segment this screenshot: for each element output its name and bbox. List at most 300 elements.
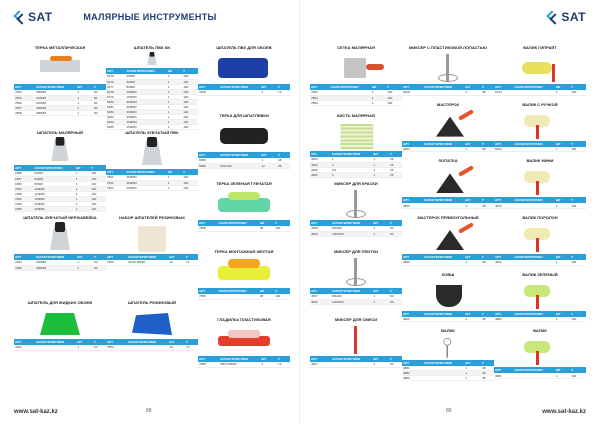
spec-table [402, 360, 494, 382]
table-cell: 4507 [310, 362, 331, 367]
product-image [198, 52, 290, 82]
table-cell: 1 [75, 186, 90, 191]
product-name: КОВШ [441, 271, 455, 277]
table-cell: 1 [372, 226, 389, 231]
table-header-cell: У [93, 339, 106, 345]
table-cell: 1 [464, 376, 481, 381]
product-card[interactable] [402, 267, 494, 323]
table-cell: 200MM [125, 180, 166, 185]
table-header-cell: АРТ. [402, 360, 423, 366]
table-cell: 100 [182, 79, 198, 84]
table-cell: 100 [570, 260, 586, 265]
product-name: СЕТКА МАЛЯРНАЯ [337, 45, 375, 50]
table-cell: 1 [75, 176, 90, 181]
table-header-cell: АРТ. [310, 151, 331, 157]
table-header-cell: ШТ [372, 220, 389, 226]
table-cell [513, 203, 554, 208]
table-cell: 4008 [402, 90, 423, 95]
product-card[interactable] [494, 153, 586, 209]
product-image [494, 335, 586, 365]
product-card[interactable] [310, 312, 402, 368]
table-header-cell: ШТ [76, 254, 93, 260]
table-cell: 48 [481, 317, 494, 322]
table-header-cell: У [90, 165, 106, 171]
table-header-cell: ХАРАКТЕРИСТИКИ [331, 288, 372, 294]
table-row [14, 265, 106, 270]
table-header-cell: АРТ. [494, 141, 513, 147]
table-header-cell: У [481, 141, 494, 147]
roller-g-icon [536, 351, 539, 365]
float-yellow-icon [228, 259, 260, 268]
table-cell: 50 [93, 345, 106, 350]
table-row [310, 100, 402, 105]
product-name: ЛОПАТКА [438, 158, 458, 164]
table-cell: 4964 [310, 162, 331, 167]
table-cell: 100 [90, 181, 106, 186]
product-name: МАСТЕРОК ПРЯМОУГОЛЬНЫЙ [417, 215, 479, 220]
brush-icon [366, 64, 384, 70]
table-header-cell: ХАРАКТЕРИСТИКИ [513, 141, 554, 147]
table-header-cell: У [185, 254, 198, 260]
table-cell: 100 [182, 119, 198, 124]
roller-icon [536, 125, 539, 139]
float-black-icon [220, 128, 268, 144]
table-header-cell: ШТ [555, 84, 570, 90]
table-cell: 6281 [106, 104, 125, 109]
table-cell: 100 [90, 206, 106, 211]
table-cell: 1 [371, 95, 386, 100]
product-image [106, 307, 198, 337]
table-header-cell: ХАРАКТЕРИСТИКИ [127, 254, 168, 260]
product-image [402, 279, 494, 309]
table-cell: 1 [167, 119, 182, 124]
product-card[interactable] [494, 97, 586, 153]
table-row [494, 373, 586, 378]
table-header-cell: АРТ. [198, 84, 219, 90]
table-row [198, 163, 290, 168]
table-cell: 1 [76, 105, 93, 110]
table-header-cell: АРТ. [198, 356, 219, 362]
right-page [300, 0, 600, 424]
knife-icon [150, 52, 155, 57]
table-cell [35, 345, 76, 350]
table-cell: 100 [386, 100, 402, 105]
product-name: МАСТЕРОК [436, 101, 460, 107]
table-header-cell: ХАРАКТЕРИСТИКИ [217, 288, 258, 294]
product-name: МИКСЕР С ПЛАСТИКОВОЙ ЛОПАСТЬЮ [409, 45, 487, 50]
trowel-icon [50, 56, 72, 61]
table-header-cell: АРТ. [402, 141, 423, 147]
table-header-cell: АРТ. [14, 84, 35, 90]
spec-table [106, 254, 198, 266]
product-image [494, 52, 586, 82]
table-cell: 60MM [125, 79, 166, 84]
table-header-cell: У [386, 84, 402, 90]
spec-table [310, 84, 402, 106]
product-card[interactable] [106, 295, 198, 351]
table-cell: 40MM [125, 74, 166, 79]
table-header-cell: ХАРАКТЕРИСТИКИ [125, 68, 166, 74]
table-cell: 7842 [106, 180, 125, 185]
table-header-cell: У [389, 220, 402, 226]
table-cell: 7883 [310, 95, 329, 100]
product-name: МИКСЕР ДЛЯ КРАСКИ [334, 181, 378, 186]
product-card[interactable] [402, 323, 494, 381]
product-card[interactable] [198, 40, 290, 96]
table-row [402, 203, 494, 208]
product-card[interactable] [106, 125, 198, 191]
table-cell [513, 260, 554, 265]
table-header-cell: ШТ [555, 141, 570, 147]
table-cell: 1 [167, 94, 182, 99]
table-header-cell: ХАРАКТЕРИСТИКИ [423, 141, 464, 147]
table-row [106, 260, 198, 265]
table-row [494, 317, 586, 322]
table-cell: 4004 [402, 147, 423, 152]
table-cell: 7485 [14, 265, 35, 270]
table-header-cell: ХАРАКТЕРИСТИКИ [423, 84, 464, 90]
table-header-cell: У [570, 311, 586, 317]
table-header-cell: ШТ [76, 339, 93, 345]
table-cell: 1 [167, 84, 182, 89]
table-header-cell: У [277, 152, 290, 158]
table-row [310, 362, 402, 367]
table-header-cell: АРТ. [310, 288, 331, 294]
table-cell: 100 [90, 191, 106, 196]
table-row [402, 376, 494, 381]
table-cell: 7808 [14, 110, 35, 115]
table-cell: 50 [93, 265, 106, 270]
table-cell: 2.5 [331, 167, 372, 172]
table-cell: 36 [277, 163, 290, 168]
table-cell: 100 [182, 124, 198, 129]
table-header-cell: ХАРАКТЕРИСТИКИ [423, 254, 464, 260]
table-cell: 1 [464, 203, 481, 208]
table-cell: 1 [555, 373, 570, 378]
table-cell: 1 [167, 185, 182, 190]
product-card[interactable] [198, 108, 290, 169]
mixer-icon [346, 210, 366, 218]
spec-table [198, 152, 290, 169]
product-card[interactable] [14, 40, 106, 116]
table-cell: 7486 [14, 196, 33, 201]
trowel-tri-icon [458, 166, 474, 177]
table-cell: 100 [386, 95, 402, 100]
table-cell: 1 [372, 299, 389, 304]
table-cell: 6277 [106, 84, 125, 89]
table-header-cell: У [389, 356, 402, 362]
table-cell: 7852 [106, 345, 127, 350]
table-cell: 7858 [198, 294, 217, 299]
product-card[interactable] [494, 323, 586, 379]
table-cell: 1 [372, 157, 389, 162]
table-header-cell: ШТ [555, 311, 570, 317]
table-cell: 80x400 [331, 294, 372, 299]
table-cell: 80MM [33, 181, 74, 186]
table-cell: 100 [182, 94, 198, 99]
table-cell: 345MM [35, 100, 76, 105]
spec-table [402, 84, 494, 96]
spec-table [106, 169, 198, 191]
table-cell: 1 [76, 265, 93, 270]
cream-icon [138, 226, 166, 252]
table-cell: 6688 [198, 158, 219, 163]
table-cell: 36 [389, 167, 402, 172]
product-name: МИКСЕР ДЛЯ СМЕСИ [334, 317, 378, 322]
table-header-cell: ХАРАКТЕРИСТИКИ [35, 339, 76, 345]
float-yellow-icon [218, 266, 270, 280]
table-cell: 4506 [310, 299, 331, 304]
table-header-cell: ХАРАКТЕРИСТИКИ [513, 367, 554, 373]
roller-icon [536, 181, 539, 195]
table-header-cell: АРТ. [106, 339, 127, 345]
trowel-tri-icon [458, 109, 474, 120]
product-card[interactable] [402, 153, 494, 209]
product-card[interactable] [310, 40, 402, 106]
trowel-tri-icon [458, 222, 474, 233]
table-header-cell: АРТ. [494, 197, 513, 203]
product-image [310, 324, 402, 354]
table-header-cell: ШТ [464, 197, 481, 203]
table-cell: 80 [93, 100, 106, 105]
spec-table [402, 311, 494, 323]
table-row [198, 294, 290, 299]
table-cell [513, 373, 554, 378]
spec-table [106, 68, 198, 130]
table-cell: 7858 [198, 226, 217, 231]
table-header-cell: У [389, 288, 402, 294]
table-row [402, 260, 494, 265]
product-name: ВАЛИК ГИПРАЙТ [523, 45, 557, 50]
product-card[interactable] [198, 244, 290, 300]
knife-icon [56, 137, 65, 146]
product-card[interactable] [310, 176, 402, 237]
product-card[interactable] [310, 108, 402, 178]
table-cell: 6276 [106, 79, 125, 84]
table-cell: 50 [389, 294, 402, 299]
table-cell: 4806 [402, 203, 423, 208]
table-header-cell: У [570, 367, 586, 373]
table-header-cell: АРТ. [14, 339, 35, 345]
table-header-cell: АРТ. [198, 220, 217, 226]
roller-g-icon [536, 295, 539, 309]
product-image [494, 165, 586, 195]
table-header-cell: ХАРАКТЕРИСТИКИ [331, 220, 372, 226]
product-image [14, 307, 106, 337]
table-header-cell: АРТ. [310, 356, 331, 362]
table-cell: 6282 [106, 109, 125, 114]
spec-table [494, 254, 586, 266]
table-header-cell: ШТ [168, 254, 185, 260]
product-card[interactable] [106, 210, 198, 266]
table-header-cell: У [570, 84, 586, 90]
product-card[interactable] [198, 312, 290, 368]
product-name: ВАЛИК [533, 328, 547, 334]
table-cell: 100MM [125, 89, 166, 94]
table-cell: 48 [481, 90, 494, 95]
spec-table [494, 367, 586, 379]
knife-icon [147, 137, 157, 147]
table-row [494, 203, 586, 208]
table-header-cell: ХАРАКТЕРИСТИКИ [219, 152, 260, 158]
table-header-cell: АРТ. [106, 68, 125, 74]
table-header-cell: ХАРАКТЕРИСТИКИ [33, 165, 74, 171]
table-header-cell: У [93, 254, 106, 260]
table-header-cell: ХАРАКТЕРИСТИКИ [35, 84, 76, 90]
table-header-cell: АРТ. [402, 254, 423, 260]
table-cell [127, 345, 168, 350]
table-cell: 72 [277, 90, 290, 95]
product-image [14, 222, 106, 252]
table-cell: 6413 [494, 90, 513, 95]
table-cell: 1 [167, 180, 182, 185]
table-header-cell: АРТ. [494, 367, 513, 373]
table-cell: 1 [464, 260, 481, 265]
product-name: ТЕРКА ЗЕЛЕНАЯ ГУБЧАТАЯ [216, 181, 272, 186]
table-header-cell: ШТ [76, 84, 93, 90]
table-cell: 1 [372, 362, 389, 367]
table-cell: 4507 [310, 294, 331, 299]
table-header-cell: ХАРАКТЕРИСТИКИ [513, 254, 554, 260]
table-cell: 100 [182, 84, 198, 89]
table-header-cell: ШТ [464, 360, 481, 366]
product-card[interactable] [494, 40, 586, 96]
table-cell: 100 [570, 317, 586, 322]
spec-table [402, 197, 494, 209]
table-cell: 1 [464, 147, 481, 152]
table-header-cell: ХАРАКТЕРИСТИКИ [35, 254, 76, 260]
table-header-cell: У [274, 288, 290, 294]
table-cell: 100 [182, 114, 198, 119]
product-name: ШПАТЕЛЬ ЗУБЧАТЫЙ ПВХ [125, 130, 179, 135]
table-cell: 48 [259, 226, 274, 231]
table-row [14, 345, 106, 350]
table-header-cell: У [481, 254, 494, 260]
table-cell: 12 [168, 345, 185, 350]
spec-table [310, 356, 402, 368]
table-cell: 1887 [14, 176, 33, 181]
table-header-cell: АРТ. [402, 84, 423, 90]
table-cell [423, 376, 464, 381]
table-cell: 4865 [402, 317, 423, 322]
product-image [494, 279, 586, 309]
table-cell: 4876 [494, 203, 513, 208]
table-cell: 100 [570, 203, 586, 208]
table-cell: 1 [75, 196, 90, 201]
table-header-cell: ХАРАКТЕРИСТИКИ [331, 151, 372, 157]
table-cell: 150MM [33, 196, 74, 201]
spec-table [310, 151, 402, 178]
blue-blade-icon [132, 313, 172, 335]
table-header-cell: ШТ [555, 367, 570, 373]
product-card[interactable] [402, 97, 494, 153]
table-header-cell: ШТ [555, 197, 570, 203]
table-row [198, 90, 290, 95]
table-cell: 1 [331, 157, 372, 162]
table-header-cell: ШТ [259, 288, 274, 294]
footer-url-right[interactable]: www.sat-kaz.kz [542, 409, 586, 415]
table-header-cell: АРТ. [198, 152, 219, 158]
product-card[interactable] [14, 125, 106, 212]
table-header-cell: АРТ. [106, 254, 127, 260]
product-card[interactable] [402, 210, 494, 266]
table-header-cell: АРТ. [14, 165, 33, 171]
table-header-cell: ШТ [259, 220, 274, 226]
product-name: ВАЛИК МИНИ [526, 158, 554, 164]
table-cell: 1 [167, 104, 182, 109]
spec-table [198, 84, 290, 96]
table-cell: 7882 [310, 90, 329, 95]
product-card[interactable] [14, 210, 106, 271]
table-header-cell: АРТ. [494, 254, 513, 260]
table-cell: 350MM [125, 114, 166, 119]
product-card[interactable] [494, 210, 586, 266]
product-image [14, 137, 106, 163]
table-cell: 1 [167, 99, 182, 104]
product-card[interactable] [106, 40, 198, 130]
table-cell: 48 [481, 371, 494, 376]
table-cell: 7489 [14, 206, 33, 211]
table-cell: 40-60-80MM [127, 260, 168, 265]
table-cell: 1 [75, 191, 90, 196]
product-image [402, 222, 494, 252]
table-header-cell: ХАРАКТЕРИСТИКИ [217, 220, 258, 226]
table-cell: 1 [260, 90, 277, 95]
spec-table [494, 141, 586, 153]
table-row [494, 147, 586, 152]
table-row [402, 317, 494, 322]
product-card[interactable] [310, 244, 402, 305]
table-cell: 4883 [402, 376, 423, 381]
table-cell: 12 [260, 163, 277, 168]
table-header-cell: У [277, 84, 290, 90]
product-card[interactable] [402, 40, 494, 96]
table-header-cell: ШТ [372, 288, 389, 294]
float-red-icon [228, 330, 260, 338]
product-card[interactable] [198, 176, 290, 232]
product-name: ВАЛИК [441, 328, 455, 334]
page-number-left: 88 [146, 408, 152, 414]
spec-table [198, 356, 290, 368]
table-cell: 1 [555, 317, 570, 322]
table-cell: 100x500 [331, 299, 372, 304]
table-cell: 1 [76, 260, 93, 265]
table-cell: 50MM [33, 171, 74, 176]
table-cell: 100 [90, 201, 106, 206]
table-cell: 200MM [33, 201, 74, 206]
table-cell: 100 [182, 180, 198, 185]
table-cell: 150MM [125, 175, 166, 180]
spec-table [14, 165, 106, 212]
table-cell: 100 [570, 147, 586, 152]
footer-url[interactable]: www.sat-kaz.kz [14, 409, 58, 415]
spec-table [14, 254, 106, 271]
product-card[interactable] [494, 267, 586, 323]
table-cell [217, 294, 258, 299]
table-cell: 80 [93, 90, 106, 95]
table-cell: 36 [389, 162, 402, 167]
product-card[interactable] [14, 295, 106, 351]
table-cell: 400MM [35, 105, 76, 110]
product-name: ШПАТЕЛЬ РЕЗИНОВЫЙ [128, 300, 176, 305]
table-cell: 200MM [35, 260, 76, 265]
spec-table [198, 220, 290, 232]
table-cell: 100 [90, 171, 106, 176]
table-cell: 250MM [125, 104, 166, 109]
table-cell: 6284 [106, 119, 125, 124]
product-image [198, 324, 290, 354]
table-row [402, 147, 494, 152]
